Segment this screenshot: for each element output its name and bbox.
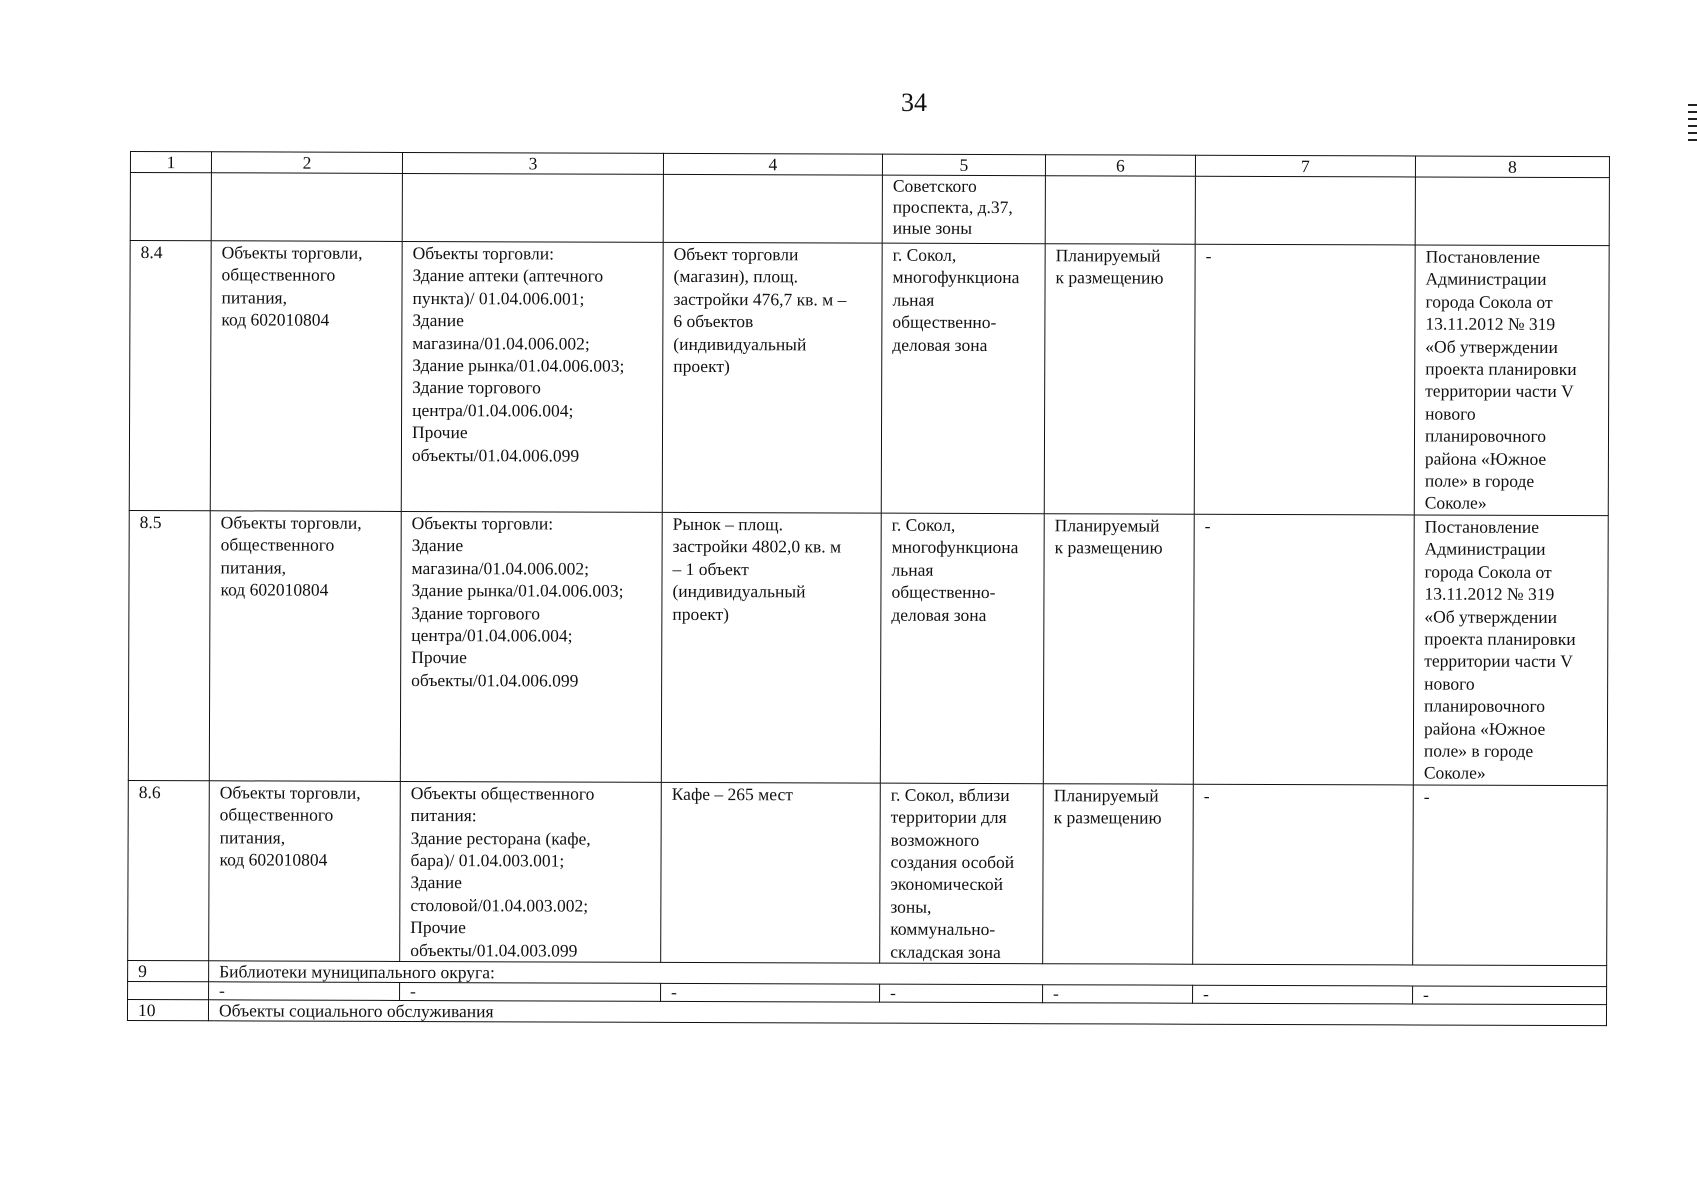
- dash-cell: -: [1193, 985, 1413, 1004]
- dash-cell: -: [1413, 986, 1607, 1005]
- text-line: Постановление: [1425, 246, 1541, 267]
- text-line: центра/01.04.006.004;: [412, 399, 574, 421]
- text-line: объекты/01.04.006.099: [411, 669, 579, 691]
- text-line: поле» в городе: [1423, 740, 1534, 761]
- text-line: бара)/ 01.04.003.001;: [410, 849, 565, 871]
- text-line: питания:: [410, 805, 477, 826]
- text-line: питания,: [219, 826, 286, 848]
- section-row-social-services: [127, 999, 1606, 1025]
- text-line: города Сокола от: [1424, 561, 1552, 582]
- row-number: 8.6: [128, 780, 210, 961]
- text-line: Планируемый: [1054, 515, 1160, 536]
- text-line: территории для: [890, 806, 1007, 828]
- text-line: Здание: [412, 310, 464, 331]
- text-line: города Сокола от: [1425, 291, 1553, 312]
- text-line: 13.11.2012 № 319: [1425, 313, 1556, 335]
- text-line: код 602010804: [221, 309, 330, 330]
- text-line: общественно-: [892, 311, 997, 333]
- object-types: [401, 241, 663, 512]
- text-line: проект): [672, 603, 730, 624]
- text-line: проект): [673, 355, 730, 377]
- text-line: многофункциона: [891, 536, 1019, 558]
- text-line: г. Сокол,: [892, 244, 957, 265]
- text-line: Здание торгового: [411, 602, 541, 623]
- column-number: 5: [882, 154, 1045, 176]
- column-number: 2: [211, 152, 402, 174]
- column-number: 4: [663, 153, 882, 175]
- dash-cell: -: [1043, 985, 1193, 1004]
- column-7-value: -: [1193, 784, 1414, 965]
- object-status: [1043, 783, 1194, 964]
- text-line: 13.11.2012 № 319: [1424, 583, 1555, 605]
- cell: [211, 173, 402, 242]
- text-line: Администрации: [1425, 268, 1547, 290]
- object-name: [210, 241, 402, 512]
- text-line: к размещению: [1053, 807, 1162, 828]
- text-line: питания,: [220, 557, 287, 578]
- table-container: [127, 151, 1609, 1026]
- text-line: Кафе – 265 мест: [671, 783, 793, 805]
- text-line: Объекты торговли,: [219, 782, 361, 803]
- text-line: складская зона: [890, 941, 1001, 962]
- section-number: 9: [128, 960, 209, 981]
- column-number: 6: [1045, 155, 1195, 177]
- text-line: (индивидуальный: [672, 580, 806, 602]
- table-row: [129, 241, 1609, 516]
- column-number: 7: [1195, 155, 1415, 177]
- text-line: многофункциона: [892, 267, 1020, 288]
- text-line: Здание ресторана (кафе,: [410, 827, 591, 849]
- dash-cell: -: [880, 984, 1043, 1003]
- text-line: планировочного: [1424, 695, 1546, 717]
- text-line: поле» в городе: [1424, 470, 1535, 491]
- object-location: [880, 783, 1044, 964]
- dash-cell: -: [400, 982, 661, 1001]
- text-line: общественного: [221, 264, 336, 286]
- text-line: г. Сокол,: [891, 514, 956, 535]
- object-name: [209, 781, 401, 962]
- text-line: центра/01.04.006.004;: [411, 624, 573, 646]
- source-document: [1413, 515, 1608, 786]
- text-line: магазина/01.04.006.002;: [411, 557, 590, 579]
- location-cell: Советского проспекта, д.37, иные зоны: [882, 175, 1045, 244]
- text-line: Здание: [411, 535, 464, 556]
- text-line: Объекты торговли:: [412, 242, 555, 264]
- object-name: [209, 511, 401, 782]
- text-line: района «Южное: [1424, 448, 1547, 469]
- text-line: зоны,: [890, 896, 932, 917]
- text-line: (магазин), площ.: [673, 266, 799, 287]
- text-line: к размещению: [1055, 267, 1164, 289]
- text-line: деловая зона: [891, 604, 987, 625]
- cell: [1415, 177, 1609, 246]
- text-line: территории части V: [1425, 380, 1574, 402]
- column-7-value: -: [1194, 244, 1415, 515]
- text-line: Прочие: [410, 917, 466, 938]
- text-line: общественного: [220, 534, 335, 555]
- text-line: льная: [891, 559, 934, 580]
- text-line: проекта планировки: [1425, 358, 1577, 380]
- text-line: Планируемый: [1053, 784, 1159, 806]
- text-line: объекты/01.04.003.099: [410, 939, 578, 961]
- text-line: общественно-: [891, 581, 996, 603]
- text-line: Соколе»: [1423, 762, 1486, 784]
- text-line: Здание рынка/01.04.006.003;: [411, 580, 624, 601]
- text-line: -: [1423, 786, 1430, 807]
- column-7-value: -: [1193, 514, 1414, 785]
- text-line: объекты/01.04.006.099: [411, 444, 580, 466]
- continuation-row: [130, 173, 1609, 246]
- column-number: 8: [1415, 156, 1609, 178]
- source-document: [1413, 785, 1608, 966]
- text-line: код 602010804: [219, 849, 328, 870]
- section-title: Объекты социального обслуживания: [208, 1000, 1606, 1026]
- scan-edge-mark: [1688, 104, 1697, 144]
- text-line: Здание: [410, 872, 462, 893]
- text-line: нового: [1425, 403, 1476, 424]
- cell: [402, 173, 663, 242]
- text-line: Планируемый: [1055, 245, 1161, 266]
- text-line: планировочного: [1424, 425, 1547, 447]
- dash-cell: -: [661, 983, 880, 1002]
- text-line: Объекты торговли:: [411, 512, 554, 534]
- text-line: деловая зона: [892, 334, 988, 355]
- text-line: столовой/01.04.003.002;: [410, 894, 589, 916]
- text-line: Объекты общественного: [410, 782, 595, 804]
- text-line: Здание торгового: [412, 377, 541, 398]
- cell: [128, 981, 209, 999]
- text-line: пункта)/ 01.04.006.001;: [412, 287, 585, 309]
- text-line: застройки 476,7 кв. м –: [673, 288, 847, 310]
- text-line: – 1 объект: [672, 558, 749, 579]
- table-row: [128, 780, 1608, 965]
- text-line: г. Сокол, вблизи: [890, 784, 1010, 805]
- object-status: [1043, 514, 1194, 784]
- text-line: проекта планировки: [1424, 628, 1576, 649]
- object-status: [1044, 244, 1195, 514]
- text-line: магазина/01.04.006.002;: [412, 332, 590, 354]
- dash-cell: -: [209, 982, 400, 1001]
- row-number: 8.4: [129, 241, 211, 511]
- text-line: Администрации: [1424, 538, 1546, 560]
- text-line: Здание аптеки (аптечного: [412, 265, 604, 287]
- object-types: [400, 511, 662, 782]
- text-line: района «Южное: [1423, 718, 1546, 739]
- text-line: нового: [1424, 673, 1475, 694]
- text-line: застройки 4802,0 кв. м: [672, 536, 842, 557]
- object-types: [400, 781, 662, 962]
- cell: [1045, 176, 1195, 245]
- text-line: Соколе»: [1424, 492, 1487, 514]
- text-line: Постановление: [1424, 516, 1540, 537]
- cell: [663, 174, 882, 243]
- text-line: льная: [892, 289, 935, 310]
- text-line: код 602010804: [220, 579, 329, 600]
- text-line: возможного: [890, 829, 980, 850]
- text-line: Прочие: [411, 422, 468, 443]
- objects-table: [127, 151, 1610, 1026]
- text-line: Объект торговли: [673, 243, 799, 265]
- text-line: «Об утверждении: [1425, 336, 1558, 357]
- object-location: [880, 513, 1044, 783]
- cell: [130, 173, 211, 241]
- column-number: 3: [402, 152, 663, 174]
- text-line: Объекты торговли,: [221, 242, 363, 263]
- text-line: к размещению: [1054, 537, 1163, 558]
- text-line: питания,: [221, 287, 288, 308]
- text-line: общественного: [219, 804, 334, 825]
- text-line: коммунально-: [890, 918, 996, 940]
- text-line: создания особой: [890, 851, 1015, 873]
- text-line: Рынок – площ.: [672, 513, 784, 535]
- text-line: территории части V: [1424, 650, 1573, 672]
- object-characteristics: [662, 242, 882, 513]
- object-characteristics: [661, 512, 881, 783]
- text-line: Объекты торговли,: [220, 512, 362, 533]
- text-line: Здание рынка/01.04.006.003;: [412, 355, 625, 376]
- object-characteristics: [661, 782, 881, 963]
- text-line: «Об утверждении: [1424, 606, 1558, 627]
- row-number: 8.5: [128, 510, 210, 780]
- text-line: Прочие: [411, 647, 467, 668]
- text-line: (индивидуальный: [673, 333, 807, 354]
- source-document: [1414, 245, 1609, 516]
- cell: [1195, 176, 1415, 245]
- object-location: [881, 243, 1045, 513]
- table-row: [128, 510, 1608, 785]
- text-line: экономической: [890, 874, 1004, 895]
- text-line: 6 объектов: [673, 311, 754, 332]
- section-number: 10: [127, 999, 208, 1020]
- column-number: 1: [130, 152, 211, 173]
- page-number: 34: [901, 88, 927, 117]
- section-title: Библиотеки муниципального округа:: [209, 961, 1607, 987]
